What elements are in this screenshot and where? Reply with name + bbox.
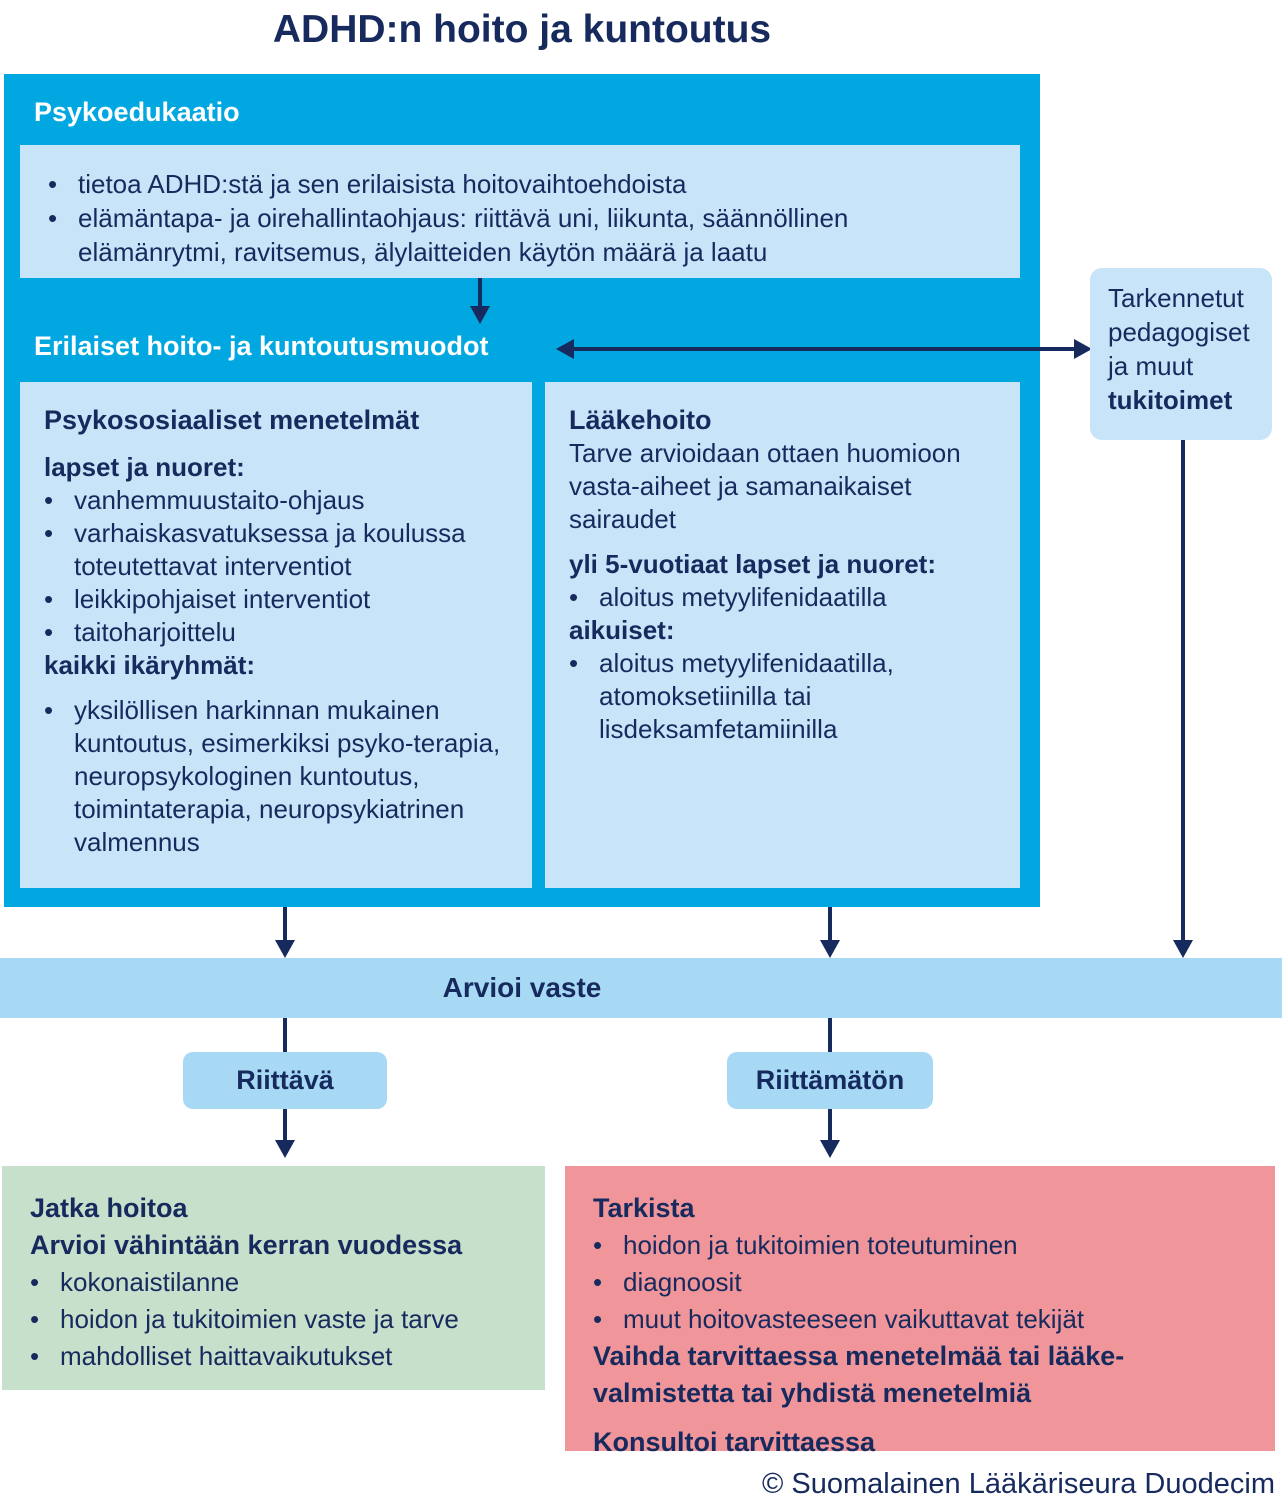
- arrow-down-icon: [1173, 940, 1193, 958]
- psychosocial-heading: Psykososiaaliset menetelmät: [44, 405, 420, 435]
- outcome-insufficient-label: Riittämätön: [755, 1065, 905, 1095]
- list-item-text: varhaiskasvatuksessa ja koulussa toteutettavat interventiot: [74, 518, 466, 581]
- check-box: [565, 1166, 1275, 1457]
- list-item: [44, 583, 508, 616]
- treatment-forms-heading: Erilaiset hoito- ja kuntoutusmuodot: [34, 331, 489, 361]
- support-line: ja muut: [1108, 351, 1194, 381]
- list-item: [569, 647, 996, 746]
- bullet-dot: [48, 167, 78, 201]
- list-item-text: hoidon ja tukitoimien vaste ja tarve: [60, 1304, 459, 1334]
- list-item: [30, 1301, 517, 1338]
- psychosocial-panel: [20, 382, 532, 888]
- list-item: [48, 167, 992, 201]
- psychoeducation-heading: Psykoedukaatio: [34, 97, 240, 127]
- bullet-dot: [569, 647, 599, 746]
- assess-response-label: Arvioi vaste: [442, 972, 602, 1003]
- arrow-down-icon: [820, 1140, 840, 1158]
- list-item: [593, 1301, 1247, 1338]
- arrow-down-icon: [275, 1140, 295, 1158]
- list-item-text: taitoharjoittelu: [74, 617, 236, 647]
- outcome-insufficient-box: [727, 1052, 933, 1109]
- medication-intro: Tarve arvioidaan ottaen huomioon vasta-aiheet ja samanaikaiset sairaudet: [569, 438, 961, 534]
- outcome-sufficient-label: Riittävä: [236, 1065, 334, 1095]
- check-action-1: Vaihda tarvittaessa menetelmää tai lääke-valmistetta tai yhdistä menetelmiä: [593, 1341, 1125, 1408]
- bullet-dot: [30, 1338, 60, 1375]
- arrow-line: [283, 907, 287, 942]
- arrow-line: [828, 1109, 832, 1142]
- list-item-text: hoidon ja tukitoimien toteutuminen: [623, 1230, 1018, 1260]
- arrow-line: [828, 907, 832, 942]
- copyright-notice: © Suomalainen Lääkäriseura Duodecim: [761, 1468, 1275, 1500]
- arrow-line: [283, 1109, 287, 1142]
- arrow-down-icon: [275, 940, 295, 958]
- arrow-line: [572, 347, 1078, 351]
- medication-heading: Lääkehoito: [569, 405, 712, 435]
- outcome-sufficient-box: [183, 1052, 387, 1109]
- list-item: [48, 201, 992, 269]
- continue-heading-2: Arvioi vähintään kerran vuodessa: [30, 1230, 463, 1260]
- list-item-text: kokonaistilanne: [60, 1267, 240, 1297]
- connector-line: [283, 1018, 287, 1052]
- list-item-text: aloitus metyylifenidaatilla: [599, 582, 887, 612]
- list-item-text: leikkipohjaiset interventiot: [74, 584, 371, 614]
- connector-line: [828, 1018, 832, 1052]
- bullet-dot: [44, 484, 74, 517]
- arrow-left-icon: [556, 339, 574, 359]
- arrow-down-icon: [820, 940, 840, 958]
- list-item: [30, 1264, 517, 1301]
- page-title: ADHD:n hoito ja kuntoutus: [272, 8, 772, 51]
- group-label: yli 5-vuotiaat lapset ja nuoret:: [569, 549, 936, 579]
- support-line: pedagogiset: [1108, 317, 1250, 347]
- arrow-line: [478, 278, 482, 308]
- support-line: Tarkennetut: [1108, 283, 1244, 313]
- bullet-dot: [569, 581, 599, 614]
- psychoeducation-panel: [20, 145, 1020, 278]
- list-item: [44, 517, 508, 583]
- bullet-dot: [593, 1301, 623, 1338]
- arrow-line: [1181, 440, 1185, 942]
- list-item: [44, 484, 508, 517]
- continue-treatment-box: [2, 1166, 545, 1390]
- list-item-text: yksilöllisen harkinnan mukainen kuntoutus, esimerkiksi psyko-terapia, neuropsykologinen kuntoutus, toimintaterapia, neuropsykiatrinen valmennus: [74, 695, 501, 857]
- list-item: [569, 581, 996, 614]
- list-item-text: elämäntapa- ja oirehallintaohjaus: riittävä uni, liikunta, säännöllinen elämänrytmi, ravitsemus, älylaitteiden käytön määrä ja laatu: [78, 203, 849, 267]
- bullet-dot: [593, 1264, 623, 1301]
- bullet-dot: [44, 616, 74, 649]
- list-item-text: tietoa ADHD:stä ja sen erilaisista hoitovaihtoehdoista: [78, 169, 687, 199]
- check-heading: Tarkista: [593, 1193, 695, 1223]
- continue-heading-1: Jatka hoitoa: [30, 1193, 188, 1223]
- list-item: [44, 616, 508, 649]
- list-item: [30, 1338, 517, 1375]
- bullet-dot: [30, 1264, 60, 1301]
- list-item-text: aloitus metyylifenidaatilla, atomoksetiinilla tai lisdeksamfetamiinilla: [599, 648, 894, 744]
- list-item-text: diagnoosit: [623, 1267, 742, 1297]
- bullet-dot: [44, 517, 74, 583]
- bullet-dot: [48, 201, 78, 269]
- support-measures-box: [1090, 268, 1272, 440]
- list-item-text: vanhemmuustaito-ohjaus: [74, 485, 365, 515]
- group-label: aikuiset:: [569, 615, 675, 645]
- check-action-2: Konsultoi tarvittaessa: [593, 1427, 876, 1457]
- list-item: [593, 1227, 1247, 1264]
- bullet-dot: [30, 1301, 60, 1338]
- arrow-down-icon: [470, 306, 490, 324]
- group-label: kaikki ikäryhmät:: [44, 650, 256, 680]
- medication-panel: [545, 382, 1020, 888]
- list-item-text: mahdolliset haittavaikutukset: [60, 1341, 393, 1371]
- bullet-dot: [44, 694, 74, 859]
- list-item: [44, 694, 508, 859]
- list-item: [593, 1264, 1247, 1301]
- bullet-dot: [44, 583, 74, 616]
- bullet-dot: [593, 1227, 623, 1264]
- support-line-bold: tukitoimet: [1108, 385, 1233, 415]
- list-item-text: muut hoitovasteeseen vaikuttavat tekijät: [623, 1304, 1085, 1334]
- group-label: lapset ja nuoret:: [44, 452, 245, 482]
